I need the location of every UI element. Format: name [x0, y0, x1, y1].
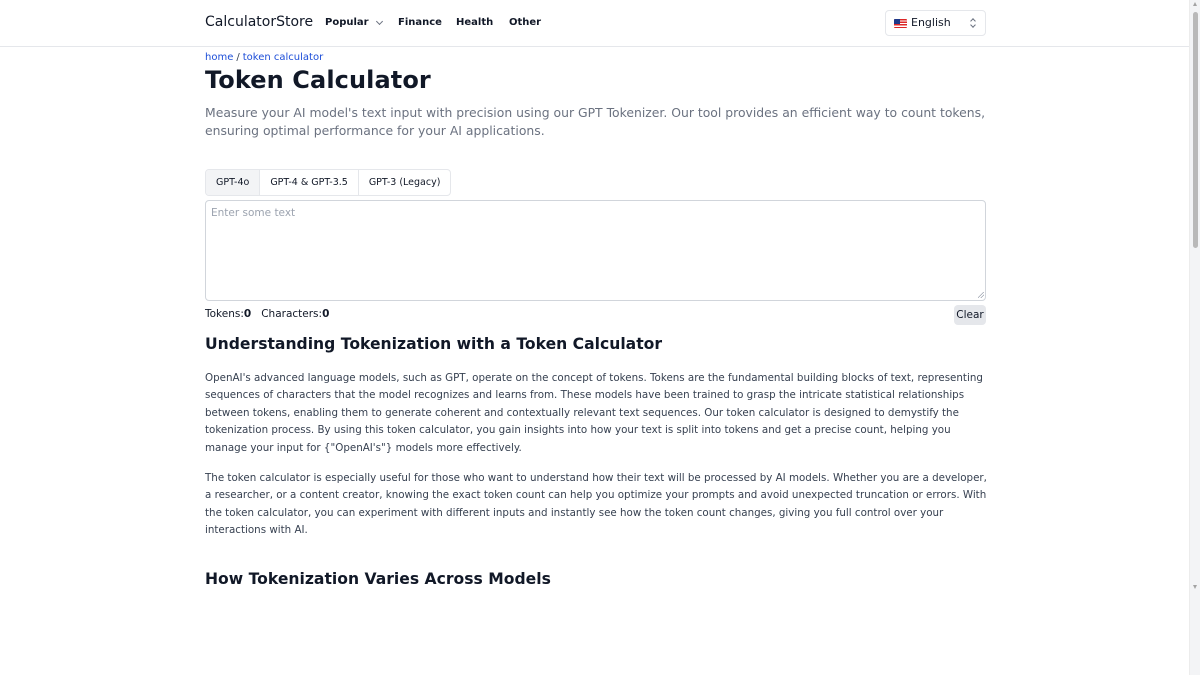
nav-finance[interactable]: Finance: [398, 17, 442, 28]
chevron-down-icon: [376, 17, 383, 24]
us-flag-icon: [894, 19, 907, 28]
count-summary: [205, 308, 339, 320]
select-arrows-icon: [970, 18, 976, 29]
character-count: [261, 308, 329, 320]
scroll-up-icon[interactable]: [1193, 2, 1197, 6]
nav-health[interactable]: Health: [456, 17, 494, 28]
page-lead-text: Measure your AI model's text input with precision using our GPT Tokenizer. Our tool provides an efficient way to count tokens, ensuring optimal performance for your AI applications.: [205, 105, 986, 138]
resize-handle-icon[interactable]: [978, 292, 984, 298]
text-input[interactable]: [205, 200, 986, 301]
language-select[interactable]: [885, 10, 986, 36]
section-paragraph-1: OpenAI's advanced language models, such as GPT, operate on the concept of tokens. Tokens are the fundamental building blocks of text, representing sequences of characters that the model recognizes and learns from. These models have been trained to grasp the intricate statistical relationships between tokens, enabling them to generate coherent and contextually relevant text sequences. Our token calculator is designed to demystify the tokenization process. By using this token calculator, you gain insights into how your text is split into tokens and get a precise count, helping you manage your input for {"OpenAI's"} models more effectively.: [205, 372, 983, 454]
brand-logo[interactable]: CalculatorStore: [205, 14, 314, 30]
character-count-label: Characters:: [261, 308, 323, 320]
tab-gpt-4o[interactable]: GPT-4o: [206, 170, 260, 195]
section-title-understanding: Understanding Tokenization with a Token Calculator: [205, 335, 663, 353]
scrollbar-thumb[interactable]: [1193, 12, 1198, 248]
tab-gpt-3-legacy[interactable]: GPT-3 (Legacy): [368, 177, 441, 188]
breadcrumb: [205, 52, 323, 63]
nav-other[interactable]: Other: [509, 17, 542, 28]
breadcrumb-home-link[interactable]: home: [205, 52, 234, 63]
section-title-variations: How Tokenization Varies Across Models: [205, 570, 551, 588]
nav-popular-label: Popular: [325, 17, 369, 28]
token-count: [205, 308, 251, 320]
page-title: Token Calculator: [205, 66, 431, 94]
breadcrumb-current-link[interactable]: token calculator: [242, 52, 324, 63]
breadcrumb-separator: /: [236, 52, 240, 63]
token-count-label: Tokens:: [205, 308, 244, 320]
section-paragraph-2: The token calculator is especially useful for those who want to understand how their text will be processed by AI models. Whether you are a developer, a researcher, or a content creator, knowing the exact token count can help you optimize your prompts and avoid unexpected truncation or errors. With the token calculator, you can experiment with different inputs and instantly see how the token count changes, giving you full control over your interactions with AI.: [205, 472, 987, 537]
language-select-label: English: [911, 16, 951, 29]
token-count-value: 0: [243, 308, 252, 320]
top-navigation-bar: [0, 0, 1189, 47]
scroll-down-icon[interactable]: [1193, 585, 1197, 589]
clear-button[interactable]: Clear: [954, 305, 986, 325]
tab-gpt-4-gpt-3-5[interactable]: GPT-4 & GPT-3.5: [260, 170, 359, 195]
nav-popular[interactable]: [325, 17, 382, 28]
page-scrollbar[interactable]: [1189, 0, 1200, 675]
model-tabs: [205, 169, 451, 196]
character-count-value: 0: [322, 308, 330, 320]
